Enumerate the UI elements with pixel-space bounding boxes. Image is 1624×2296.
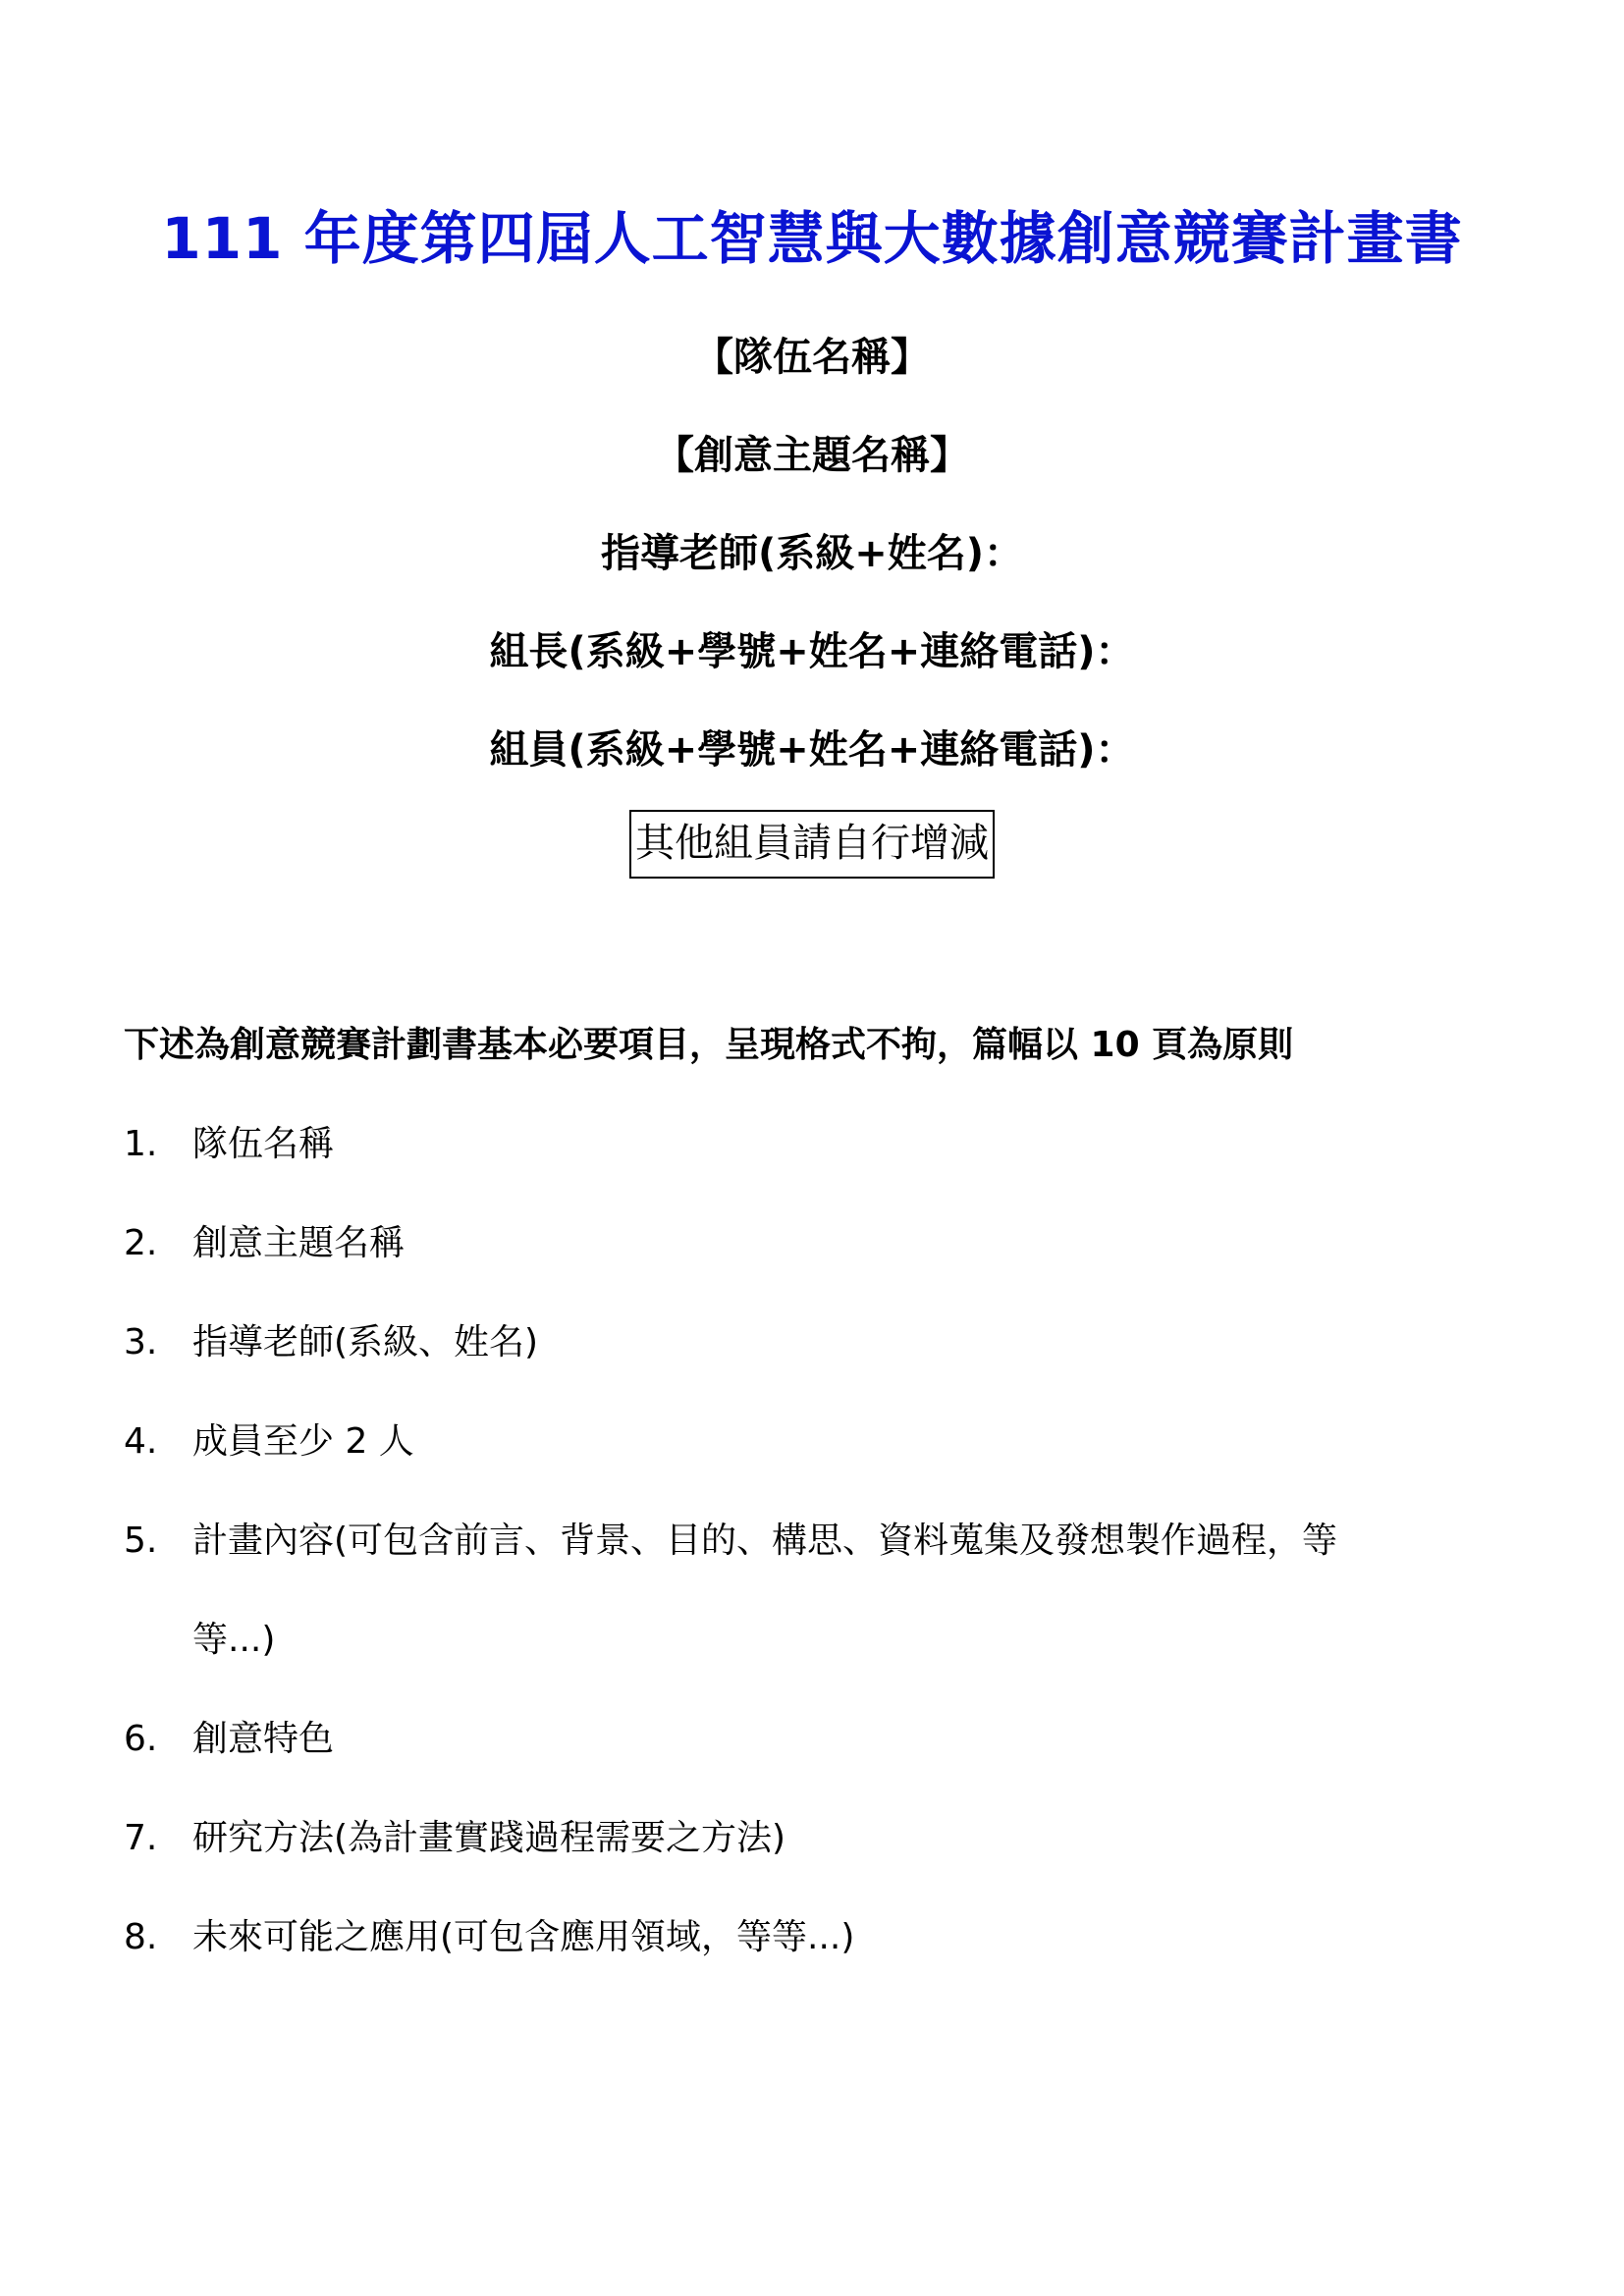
list-item	[124, 1414, 414, 1464]
list-number: 5.	[124, 1521, 158, 1561]
team-name-placeholder: 【隊伍名稱】	[694, 335, 930, 380]
list-item	[124, 1513, 1337, 1563]
list-number: 1.	[124, 1124, 158, 1164]
requirements-intro: 下述為創意競賽計劃書基本必要項目，呈現格式不拘，篇幅以 10 頁為原則	[124, 1025, 1294, 1065]
list-text: 指導老師(系級、姓名)	[192, 1322, 539, 1362]
list-item	[124, 1711, 334, 1761]
list-number: 4.	[124, 1421, 158, 1462]
list-text: 計畫內容(可包含前言、背景、目的、構思、資料蒐集及發想製作過程，等	[192, 1521, 1338, 1561]
list-number: 3.	[124, 1322, 158, 1362]
list-number: 6.	[124, 1719, 158, 1759]
list-item	[124, 1909, 854, 1959]
topic-name-placeholder: 【創意主題名稱】	[655, 433, 969, 478]
list-item-continuation: 等...)	[192, 1620, 276, 1660]
list-text: 成員至少 2 人	[192, 1421, 414, 1462]
list-text: 創意主題名稱	[192, 1223, 406, 1263]
list-text: 研究方法(為計畫實踐過程需要之方法)	[192, 1818, 786, 1858]
list-number: 7.	[124, 1818, 158, 1858]
list-item	[124, 1314, 538, 1364]
list-text: 隊伍名稱	[192, 1124, 335, 1164]
list-text: 創意特色	[192, 1719, 335, 1759]
leader-field-label: 組長(系級+學號+姓名+連絡電話)：	[489, 629, 1135, 674]
list-text: 未來可能之應用(可包含應用領域，等等...)	[192, 1917, 855, 1957]
member-note-wrapper	[0, 810, 1624, 879]
member-field-label: 組員(系級+學號+姓名+連絡電話)：	[489, 727, 1135, 773]
list-number: 8.	[124, 1917, 158, 1957]
list-item	[124, 1215, 405, 1265]
member-note-box: 其他組員請自行增減	[629, 810, 995, 879]
list-item	[124, 1810, 785, 1860]
list-number: 2.	[124, 1223, 158, 1263]
page-title: 111 年度第四屆人工智慧與大數據創意競賽計畫書	[161, 205, 1463, 272]
advisor-field-label: 指導老師(系級+姓名)：	[600, 531, 1024, 576]
list-item	[124, 1116, 334, 1166]
